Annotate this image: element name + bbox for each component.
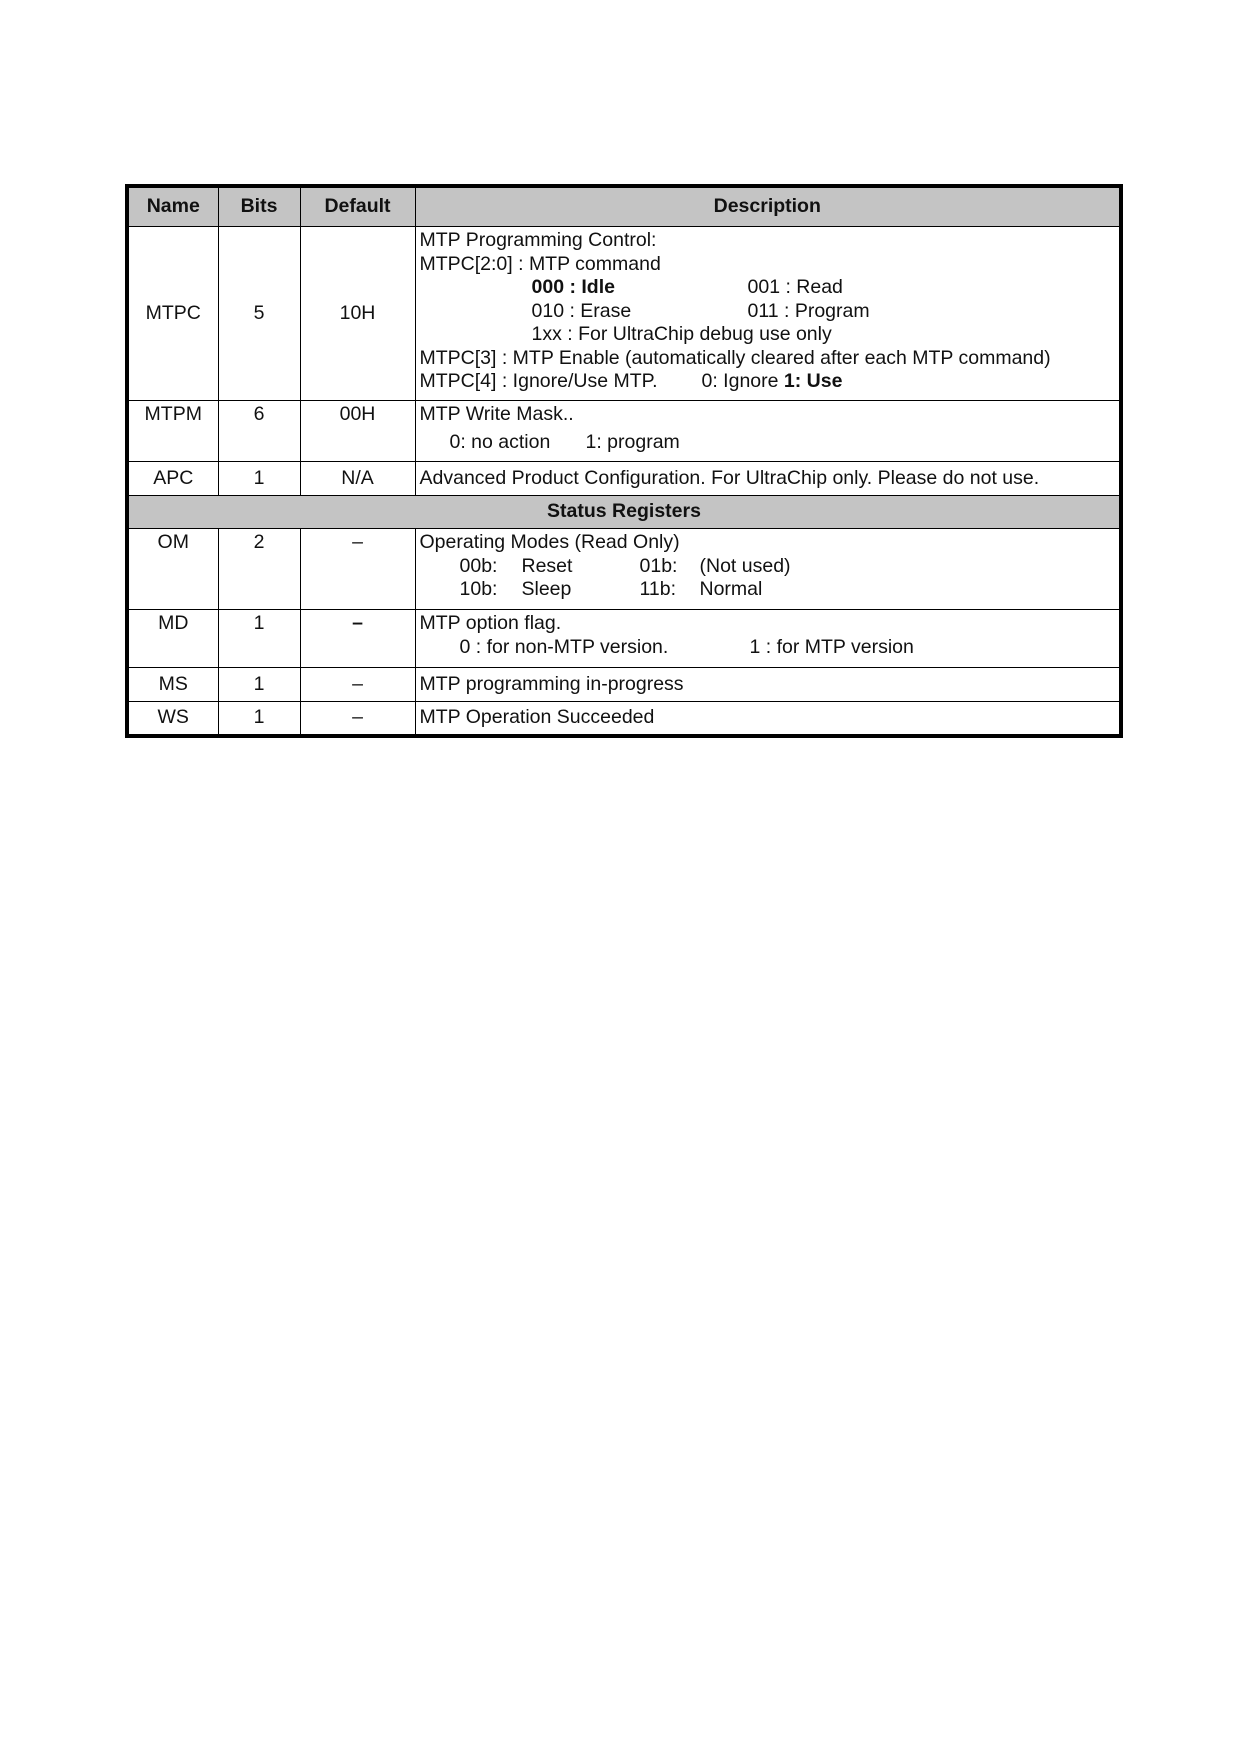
command-option: 1xx : For UltraChip debug use only — [531, 323, 832, 345]
register-default: – — [300, 702, 415, 736]
table-row — [127, 668, 1121, 702]
option-text: 1: program — [585, 430, 680, 453]
register-bits: 1 — [218, 610, 300, 668]
command-option: 001 : Read — [747, 276, 843, 298]
command-label: : Idle — [564, 276, 615, 298]
register-description — [415, 610, 1121, 668]
register-name: OM — [127, 529, 218, 610]
description-line — [420, 276, 1116, 300]
mode-label: (Not used) — [699, 554, 791, 577]
description-line — [420, 370, 1116, 394]
description-line: MTPC[3] : MTP Enable (automatically cleared after each MTP command) — [419, 346, 1051, 369]
mode-label: Normal — [699, 578, 763, 600]
register-description — [415, 529, 1121, 610]
register-bits: 5 — [218, 227, 300, 401]
register-default: – — [300, 668, 415, 702]
register-bits: 6 — [218, 401, 300, 462]
register-bits: 1 — [218, 702, 300, 736]
column-header-bits: Bits — [218, 186, 300, 227]
description-line — [420, 636, 1116, 660]
description-text: 1: Use — [783, 370, 843, 392]
description-line: MTP Write Mask.. — [419, 403, 574, 425]
mode-code: 00b: — [459, 554, 498, 577]
register-description — [415, 462, 1121, 496]
register-name: MS — [127, 668, 218, 702]
option-text: 0: no action — [449, 430, 551, 453]
description-line: Operating Modes (Read Only) — [419, 531, 680, 553]
command-option: 011 : Program — [747, 299, 870, 322]
mode-label: Reset — [521, 554, 573, 577]
register-bits: 1 — [218, 462, 300, 496]
column-header-name: Name — [127, 186, 218, 227]
option-text: 1 : for MTP version — [749, 635, 914, 658]
register-name: MD — [127, 610, 218, 668]
description-line: MTPC[2:0] : MTP command — [419, 252, 661, 275]
table-row — [127, 529, 1121, 610]
description-line: MTP Programming Control: — [419, 229, 657, 251]
header-row — [127, 186, 1121, 227]
register-bits: 1 — [218, 668, 300, 702]
register-description — [415, 668, 1121, 702]
register-table — [125, 184, 1123, 738]
description-line: MTP programming in-progress — [419, 672, 684, 695]
section-title: Status Registers — [127, 496, 1121, 529]
command-code: 000 — [531, 276, 565, 298]
register-name: MTPC — [127, 227, 218, 401]
column-header-description: Description — [415, 186, 1121, 227]
register-name: MTPM — [127, 401, 218, 462]
description-text: MTPC[4] : Ignore/Use MTP. — [419, 370, 658, 392]
table-row — [127, 227, 1121, 401]
table-row — [127, 401, 1121, 462]
option-text: 0 : for non-MTP version. — [459, 635, 669, 658]
command-option: 010 : Erase — [531, 299, 632, 322]
mode-label: Sleep — [521, 578, 572, 600]
register-name: APC — [127, 462, 218, 496]
description-line — [420, 431, 1116, 455]
table-row — [127, 610, 1121, 668]
register-default: N/A — [300, 462, 415, 496]
column-header-default: Default — [300, 186, 415, 227]
register-default: – — [300, 529, 415, 610]
table-row — [127, 462, 1121, 496]
description-line — [420, 555, 1116, 579]
register-default: 00H — [300, 401, 415, 462]
description-line: MTP option flag. — [419, 612, 562, 634]
register-description — [415, 401, 1121, 462]
register-bits: 2 — [218, 529, 300, 610]
description-line: Advanced Product Configuration. For UltraChip only. Please do not use. — [419, 466, 1040, 489]
description-line — [420, 578, 1116, 602]
mode-code: 11b: — [639, 578, 677, 600]
table-row — [127, 702, 1121, 736]
register-name: WS — [127, 702, 218, 736]
description-line: MTP Operation Succeeded — [419, 706, 655, 728]
section-row — [127, 496, 1121, 529]
mode-code: 01b: — [639, 554, 678, 577]
description-line — [420, 323, 1116, 347]
register-description — [415, 227, 1121, 401]
description-text: 0: Ignore — [701, 370, 784, 392]
mode-code: 10b: — [459, 578, 498, 600]
description-line — [420, 300, 1116, 324]
register-default: – — [300, 610, 415, 668]
register-default: 10H — [300, 227, 415, 401]
register-description — [415, 702, 1121, 736]
